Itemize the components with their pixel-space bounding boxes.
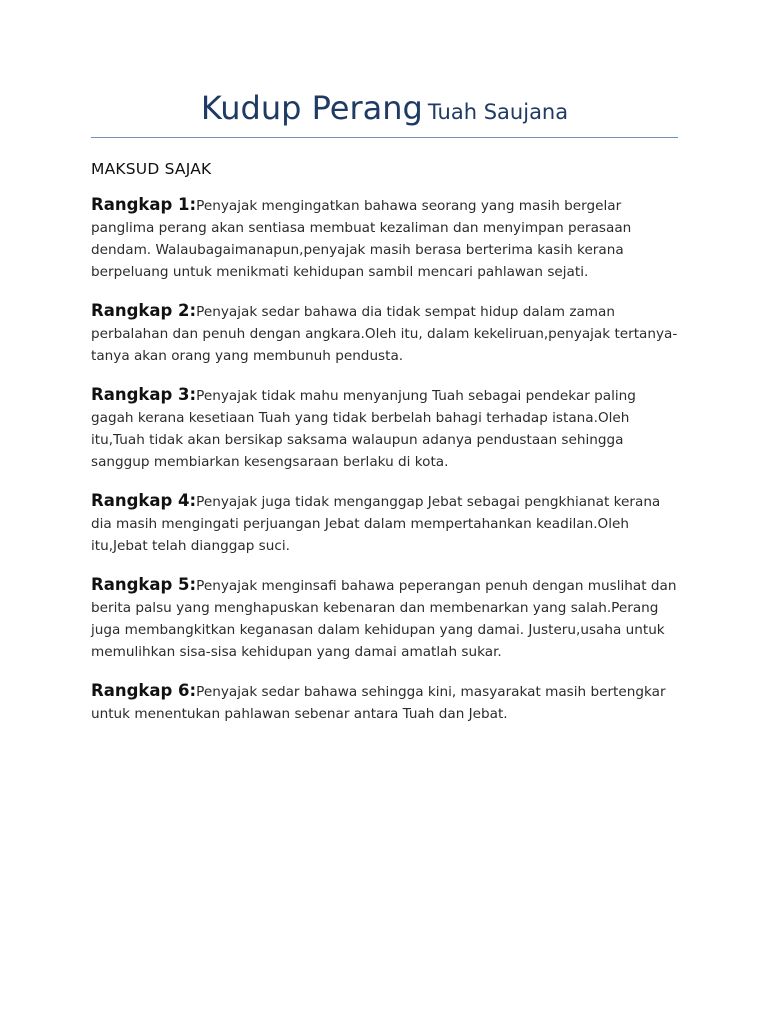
stanza-text: Penyajak sedar bahawa sehingga kini, masyarakat masih bertengkar untuk menentukan pahlawan sebenar antara Tuah dan Jebat. <box>91 684 666 722</box>
poem-author: Tuah Saujana <box>427 100 569 124</box>
document-page <box>91 0 678 742</box>
stanza-1 <box>91 194 678 283</box>
stanza-text: Penyajak tidak mahu menyanjung Tuah sebagai pendekar paling gagah kerana kesetiaan Tuah yang tidak berbelah bahagi terhadap istana.Oleh itu,Tuah tidak akan bersikap saksama walaupun adanya pendustaan sehingga sanggup membiarkan kesengsaraan berlaku di kota. <box>91 388 636 470</box>
title-divider <box>91 137 678 138</box>
stanza-text: Penyajak menginsafi bahawa peperangan penuh dengan muslihat dan berita palsu yang menghapuskan kebenaran dan membenarkan yang salah.Perang juga membangkitkan keganasan dalam kehidupan yang damai. Justeru,usaha untuk memulihkan sisa-sisa kehidupan yang damai amatlah sukar. <box>91 578 677 660</box>
stanza-text: Penyajak juga tidak menganggap Jebat sebagai pengkhianat kerana dia masih mengingati perjuangan Jebat dalam mempertahankan keadilan.Oleh itu,Jebat telah dianggap suci. <box>91 494 661 554</box>
stanza-label: Rangkap 4: <box>91 491 197 510</box>
stanza-text: Penyajak sedar bahawa dia tidak sempat hidup dalam zaman perbalahan dan penuh dengan angkara.Oleh itu, dalam kekeliruan,penyajak tertanya-tanya akan orang yang membunuh pendusta. <box>91 304 678 364</box>
section-heading: MAKSUD SAJAK <box>91 160 212 178</box>
stanza-3 <box>91 384 678 473</box>
stanza-label: Rangkap 6: <box>91 681 197 700</box>
stanza-4 <box>91 490 678 557</box>
document-title <box>91 89 678 127</box>
stanza-label: Rangkap 2: <box>91 301 197 320</box>
stanza-5 <box>91 574 678 663</box>
stanza-list <box>91 194 678 725</box>
poem-title: Kudup Perang <box>200 89 423 127</box>
stanza-label: Rangkap 1: <box>91 195 197 214</box>
stanza-text: Penyajak mengingatkan bahawa seorang yang masih bergelar panglima perang akan sentiasa membuat kezaliman dan menyimpan perasaan dendam. Walaubagaimanapun,penyajak masih berasa berterima kasih kerana berpeluang untuk menikmati kehidupan sambil mencari pahlawan sejati. <box>91 198 632 280</box>
stanza-label: Rangkap 3: <box>91 385 197 404</box>
stanza-6 <box>91 680 678 725</box>
stanza-2 <box>91 300 678 367</box>
stanza-label: Rangkap 5: <box>91 575 197 594</box>
